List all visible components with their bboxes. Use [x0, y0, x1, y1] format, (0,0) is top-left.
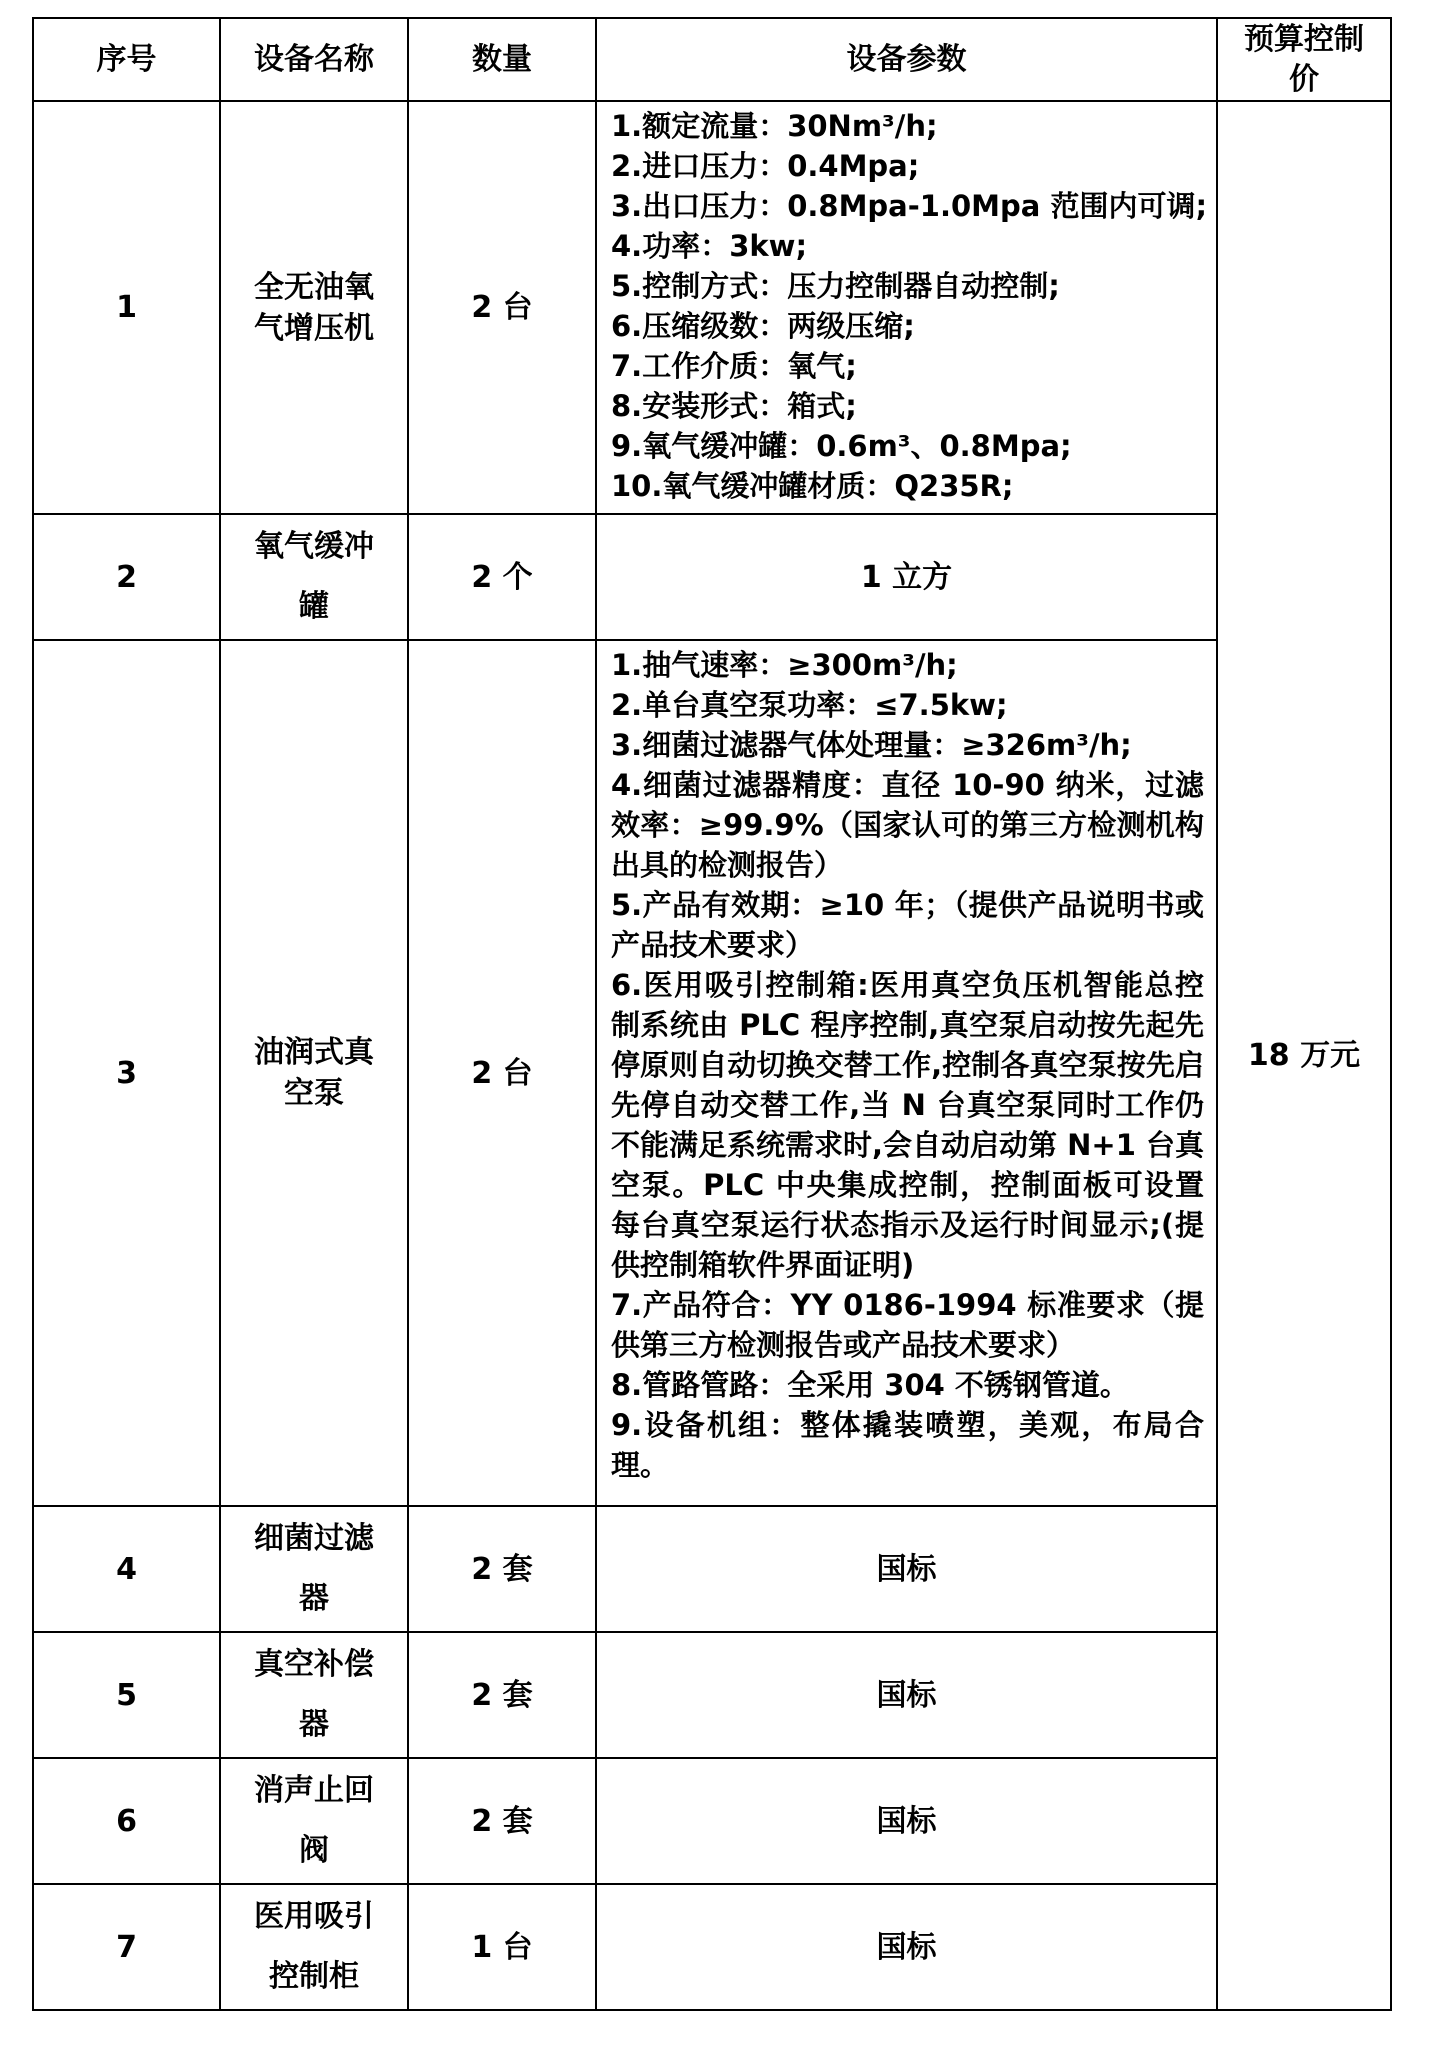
row-name: 消声止回阀: [220, 1758, 408, 1884]
header-index: 序号: [33, 18, 220, 101]
param-line: 4.功率：3kw;: [611, 229, 808, 263]
row-quantity: 2 套: [408, 1632, 596, 1758]
row-params: 国标: [596, 1758, 1217, 1884]
equipment-spec-table: [32, 17, 1392, 2011]
param-line: 1.抽气速率：≥300m³/h;: [611, 648, 958, 682]
table-row: [33, 1884, 1391, 2010]
row-params: 国标: [596, 1506, 1217, 1632]
param-line: 8.安装形式：箱式;: [611, 389, 857, 423]
param-line: 10.氧气缓冲罐材质：Q235R;: [611, 469, 1014, 503]
row-index: 1: [33, 101, 220, 514]
row-name: 医用吸引控制柜: [220, 1884, 408, 2010]
param-line: 8.管路管路：全采用 304 不锈钢管道。: [611, 1368, 1129, 1402]
param-line: 3.细菌过滤器气体处理量：≥326m³/h;: [611, 728, 1132, 762]
row-quantity: 2 台: [408, 101, 596, 514]
row-params: [596, 640, 1217, 1506]
row-quantity: 2 个: [408, 514, 596, 640]
param-line: 3.出口压力：0.8Mpa-1.0Mpa 范围内可调;: [611, 189, 1208, 223]
row-index: 4: [33, 1506, 220, 1632]
header-params: 设备参数: [596, 18, 1217, 101]
table-row: [33, 1758, 1391, 1884]
row-quantity: 2 套: [408, 1758, 596, 1884]
header-quantity: 数量: [408, 18, 596, 101]
param-line: 9.设备机组：整体撬装喷塑，美观，布局合理。: [611, 1408, 1204, 1482]
param-line: 9.氧气缓冲罐：0.6m³、0.8Mpa;: [611, 429, 1072, 463]
row-index: 7: [33, 1884, 220, 2010]
param-line: 6.压缩级数：两级压缩;: [611, 309, 915, 343]
row-index: 5: [33, 1632, 220, 1758]
param-line: 4.细菌过滤器精度：直径 10-90 纳米，过滤效率：≥99.9%（国家认可的第三方检测机构出具的检测报告）: [611, 768, 1204, 882]
row-name: 油润式真空泵: [220, 640, 408, 1506]
param-line: 2.单台真空泵功率：≤7.5kw;: [611, 688, 1008, 722]
param-line: 5.产品有效期：≥10 年；（提供产品说明书或产品技术要求）: [611, 888, 1204, 962]
table-row: [33, 1632, 1391, 1758]
row-quantity: 2 套: [408, 1506, 596, 1632]
param-line: 1.额定流量：30Nm³/h;: [611, 109, 938, 143]
row-name: 氧气缓冲罐: [220, 514, 408, 640]
row-params: [596, 101, 1217, 514]
param-line: 7.产品符合：YY 0186-1994 标准要求（提供第三方检测报告或产品技术要求）: [611, 1288, 1204, 1362]
param-line: 6.医用吸引控制箱:医用真空负压机智能总控制系统由 PLC 程序控制,真空泵启动按先起先停原则自动切换交替工作,控制各真空泵按先启先停自动交替工作,当 N 台真空泵同时工作仍不能满足系统需求时,会自动启动第 N+1 台真空泵。PLC 中央集成控制，控制面板可设置每台真空泵运行状态指示及运行时间显示;(提供控制箱软件界面证明): [611, 968, 1204, 1282]
row-quantity: 2 台: [408, 640, 596, 1506]
table-row: [33, 101, 1391, 514]
row-name: 细菌过滤器: [220, 1506, 408, 1632]
row-params: 1 立方: [596, 514, 1217, 640]
row-params: 国标: [596, 1884, 1217, 2010]
param-line: 5.控制方式：压力控制器自动控制;: [611, 269, 1060, 303]
row-params: 国标: [596, 1632, 1217, 1758]
param-line: 7.工作介质：氧气;: [611, 349, 857, 383]
table-header-row: [33, 18, 1391, 101]
header-budget: 预算控制价: [1217, 18, 1391, 101]
budget-value: 18 万元: [1217, 101, 1391, 2010]
row-index: 2: [33, 514, 220, 640]
table-row: [33, 640, 1391, 1506]
header-name: 设备名称: [220, 18, 408, 101]
row-index: 6: [33, 1758, 220, 1884]
table-row: [33, 1506, 1391, 1632]
row-name: 全无油氧气增压机: [220, 101, 408, 514]
table-row: [33, 514, 1391, 640]
param-line: 2.进口压力：0.4Mpa;: [611, 149, 920, 183]
row-name: 真空补偿器: [220, 1632, 408, 1758]
row-quantity: 1 台: [408, 1884, 596, 2010]
row-index: 3: [33, 640, 220, 1506]
